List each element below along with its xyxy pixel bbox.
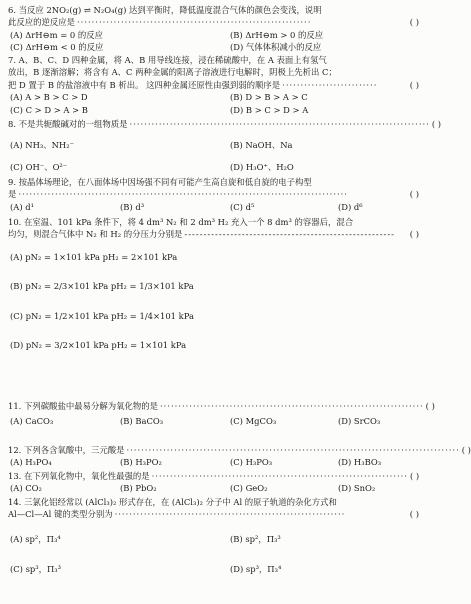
q11-option-d: (D) SrCO₃ [338,416,381,427]
q12-option-a: (A) H₃PO₄ [10,457,52,468]
q10-option-b: (B) pN₂ = 2/3×101 kPa pH₂ = 1/3×101 kPa [10,281,194,292]
q7-line3: 把 D 置于 B 的盐溶液中有 B 析出。 这四种金属还原性由强到弱的顺序是 [8,79,281,90]
q9-option-b: (B) d³ [120,201,145,212]
q11-stem: 11. 下列碳酸盐中最易分解为氧化物的是 [8,401,158,411]
q10-line1: 10. 在室温、101 kPa 条件下，将 4 dm³ N₂ 和 2 dm³ H₂ 充入一个 8 dm³ 的容器后，混合 [8,217,354,227]
q9-option-a: (A) d¹ [10,201,34,212]
q12-answer-paren: ( ) [461,445,471,455]
q6-option-d: (D) 气体体积减小的反应 [230,42,322,53]
q9-option-d: (D) d⁶ [338,201,363,212]
q8-option-a: (A) NH₃、NH₂⁻ [10,140,75,151]
question-6: 6. 当反应 2NO₂(g) ⇌ N₂O₄(g) 达到平衡时，降低温度混合气体的颜色会变浅，说明 此反应的逆反应是 ································································ ( ) (A) ΔrH⊖m = 0 的反应 (B) ΔrH⊖m > 0 的反应 (C) ΔrH⊖m < 0 的反应 (D) 气体体积减小的反应 [8,5,419,53]
q10-option-a: (A) pN₂ = 1×101 kPa pH₂ = 2×101 kPa [10,251,178,262]
question-7: 7. A、B、C、D 四种金属，将 A、B 用导线连接，浸在稀硫酸中，在 A 表面上有氢气 放出，B 逐渐溶解；将含有 A、C 两种金属的阳离子溶液进行电解时，阴极上先析出 C； 把 D 置于 B 的盐溶液中有 B 析出。 这四种金属还原性由强到弱的顺序是 ·························· ( ) (A) A > B > C > D (B) D > B > A > C (C) C > D > A > B (D) B > C > D > A [8,55,419,115]
q9-option-c: (C) d⁵ [230,201,255,212]
q6-option-a: (A) ΔrH⊖m = 0 的反应 [10,29,104,40]
q14-option-a: (A) sp²，Π₃⁴ [10,533,61,544]
q10-answer-paren: ( ) [409,229,419,240]
q13-stem: 13. 在下列氧化物中，氧化性最强的是 [8,471,150,481]
question-8: 8. 不是共轭酸碱对的一组物质是 ·················································································· ( ) (A) NH₃、NH₂⁻ (B) NaOH、Na (C) OH⁻、O²⁻ (D) H₃O⁺、H₂O [8,119,442,172]
q6-option-b: (B) ΔrH⊖m > 0 的反应 [230,29,324,40]
q8-option-d: (D) H₃O⁺、H₂O [230,161,294,172]
q7-option-b: (B) D > B > A > C [230,92,308,103]
q11-answer-paren: ( ) [425,401,435,411]
q13-option-d: (D) SnO₂ [338,483,376,494]
question-14: 14. 三氯化铝经常以 (AlCl₃)₂ 形式存在，在 (AlCl₃)₂ 分子中 Al 的原子轨道的杂化方式和 Al—Cl—Al 键的类型分别为 ······························································· ( ) (A) sp²，Π₃⁴ (B) sp²，Π₃³ (C) sp³，Π₃³ (D) sp³，Π₃⁴ [8,497,419,575]
q14-answer-paren: ( ) [409,509,419,520]
q10-option-d: (D) pN₂ = 3/2×101 kPa pH₂ = 1×101 kPa [10,339,187,350]
q6-answer-paren: ( ) [409,17,419,28]
q14-line1: 14. 三氯化铝经常以 (AlCl₃)₂ 形式存在，在 (AlCl₃)₂ 分子中 Al 的原子轨道的杂化方式和 [8,497,337,507]
q12-stem: 12. 下列各含氧酸中，三元酸是 [8,445,125,455]
q13-option-a: (A) CO₂ [10,483,42,494]
q7-answer-paren: ( ) [409,79,419,90]
q8-option-c: (C) OH⁻、O²⁻ [10,161,68,172]
q14-option-c: (C) sp³，Π₃³ [10,564,62,575]
question-9: 9. 按晶体场理论，在八面体场中因场强不同有可能产生高自旋和低自旋的电子构型 是 ·························································································· ( ) (A) d¹ (B) d³ (C) d⁵ (D) d⁶ [8,177,419,212]
q11-option-b: (B) BaCO₃ [120,416,164,427]
question-10: 10. 在室温、101 kPa 条件下，将 4 dm³ N₂ 和 2 dm³ H₂ 充入一个 8 dm³ 的容器后，混合 均匀，则混合气体中 N₂ 和 H₂ 的分压力分别是 ------------------------------------------------------- ( ) (A) pN₂ = 1×101 kPa pH₂ = 2×101 kPa (B) pN₂ = 2/3×101 kPa pH₂ = 1/3×101 kPa (C) pN₂ = 1/2×101 kPa pH₂ = 1/4×101 kPa (D) pN₂ = 3/2×101 kPa pH₂ = 1×101 kPa [8,217,419,350]
q7-option-d: (D) B > C > D > A [230,104,309,115]
question-11: 11. 下列碳酸盐中最易分解为氧化物的是 ········································································ ( ) (A) CaCO₃ (B) BaCO₃ (C) MgCO₃ (D) SrCO₃ [8,401,435,427]
q8-option-b: (B) NaOH、Na [230,140,293,151]
q9-line1: 9. 按晶体场理论，在八面体场中因场强不同有可能产生高自旋和低自旋的电子构型 [8,177,312,187]
q14-line2: Al—Cl—Al 键的类型分别为 [8,509,113,520]
q13-option-b: (B) PbO₂ [120,483,157,494]
q12-option-d: (D) H₃BO₃ [338,457,382,468]
q14-option-d: (D) sp³，Π₃⁴ [230,564,282,575]
q13-option-c: (C) GeO₂ [230,483,268,494]
q6-option-c: (C) ΔrH⊖m < 0 的反应 [10,42,104,53]
q9-line2: 是 [8,189,17,200]
q8-stem: 8. 不是共轭酸碱对的一组物质是 [8,119,128,129]
q7-line2: 放出，B 逐渐溶解；将含有 A、C 两种金属的阳离子溶液进行电解时，阴极上先析出 C； [8,67,337,78]
q11-option-c: (C) MgCO₃ [230,416,277,427]
question-13: 13. 在下列氧化物中，氧化性最强的是 ······································································ ( ) (A) CO₂ (B) PbO₂ (C) GeO₂ (D) SnO₂ [8,471,420,494]
q10-line2: 均匀，则混合气体中 N₂ 和 H₂ 的分压力分别是 [8,229,183,240]
q13-answer-paren: ( ) [409,471,420,481]
q12-option-c: (C) H₃PO₃ [230,457,273,468]
q7-option-c: (C) C > D > A > B [10,104,88,115]
q6-line2: 此反应的逆反应是 [8,17,75,28]
question-12: 12. 下列各含氧酸中，三元酸是 ··························································································· ( ) (A) H₃PO₄ (B) H₃PO₂ (C) H₃PO₃ (D) H₃BO₃ [8,445,471,468]
q9-answer-paren: ( ) [409,189,419,200]
q8-answer-paren: ( ) [431,119,442,129]
q10-option-c: (C) pN₂ = 1/2×101 kPa pH₂ = 1/4×101 kPa [10,310,194,321]
q14-option-b: (B) sp²，Π₃³ [230,533,281,544]
q12-option-b: (B) H₃PO₂ [120,457,162,468]
q11-option-a: (A) CaCO₃ [10,416,54,427]
q6-line1: 6. 当反应 2NO₂(g) ⇌ N₂O₄(g) 达到平衡时，降低温度混合气体的颜色会变浅，说明 [8,5,322,15]
q7-line1: 7. A、B、C、D 四种金属，将 A、B 用导线连接，浸在稀硫酸中，在 A 表面上有氢气 [8,55,327,65]
q7-option-a: (A) A > B > C > D [10,92,88,103]
